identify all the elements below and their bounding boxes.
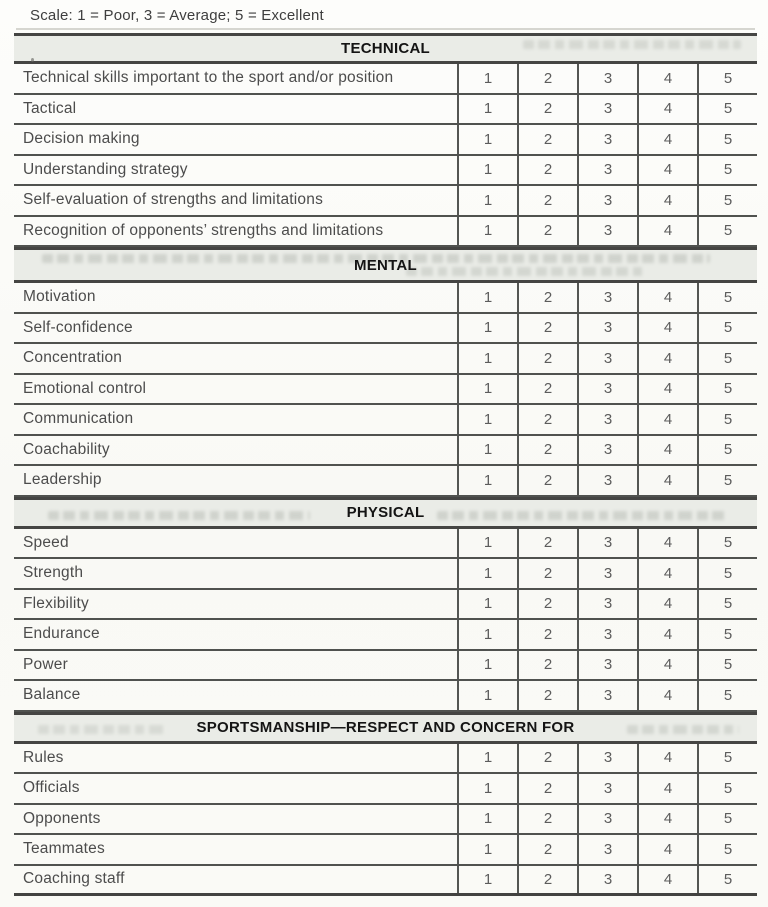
row-label: Flexibility <box>23 594 89 612</box>
rating-cell: 3 <box>577 744 637 773</box>
rating-cell: 4 <box>637 314 697 343</box>
rating-cell: 2 <box>517 744 577 773</box>
section-title: TECHNICAL <box>341 40 430 57</box>
rating-cell: 2 <box>517 436 577 465</box>
row-label: Motivation <box>23 288 96 306</box>
rating-cell: 5 <box>697 466 757 495</box>
row-label: Tactical <box>23 99 77 117</box>
row-label: Communication <box>23 410 134 428</box>
rating-cell: 3 <box>577 405 637 434</box>
table-row <box>14 651 757 682</box>
rating-cell: 3 <box>577 375 637 404</box>
rating-cell: 3 <box>577 681 637 710</box>
table-row <box>14 681 757 712</box>
section-header <box>14 247 757 283</box>
rating-cell: 4 <box>637 156 697 185</box>
rating-cell: 3 <box>577 217 637 246</box>
row-label: Self-confidence <box>23 318 133 336</box>
rating-cell: 1 <box>457 314 517 343</box>
rating-cell: 4 <box>637 774 697 803</box>
table-row <box>14 744 757 775</box>
rating-cell: 1 <box>457 620 517 649</box>
rating-cell: 1 <box>457 835 517 864</box>
rating-cell: 3 <box>577 805 637 834</box>
rating-cell: 3 <box>577 344 637 373</box>
rating-cell: 2 <box>517 651 577 680</box>
table-row <box>14 186 757 217</box>
rating-cell: 1 <box>457 217 517 246</box>
rating-cell: 1 <box>457 156 517 185</box>
table-row <box>14 559 757 590</box>
rating-cell: 1 <box>457 559 517 588</box>
row-label: Coaching staff <box>23 870 125 888</box>
rating-cell: 2 <box>517 866 577 894</box>
table-row <box>14 620 757 651</box>
row-label: Concentration <box>23 349 123 367</box>
rating-cell: 4 <box>637 866 697 894</box>
rating-cell: 4 <box>637 620 697 649</box>
rating-cell: 1 <box>457 375 517 404</box>
row-label: Recognition of opponents’ strengths and limitations <box>23 221 384 239</box>
rating-cell: 4 <box>637 590 697 619</box>
table-row <box>14 217 757 248</box>
section-title: PHYSICAL <box>346 504 425 521</box>
row-label: Officials <box>23 779 80 797</box>
rating-cell: 3 <box>577 436 637 465</box>
rating-cell: 5 <box>697 590 757 619</box>
rating-cell: 1 <box>457 590 517 619</box>
rating-scale-note: Scale: 1 = Poor, 3 = Average; 5 = Excellent <box>30 7 324 24</box>
row-label: Rules <box>23 748 64 766</box>
rating-cell: 4 <box>637 64 697 93</box>
rating-cell: 4 <box>637 559 697 588</box>
rating-cell: 1 <box>457 529 517 558</box>
rating-cell: 2 <box>517 186 577 215</box>
rating-cell: 3 <box>577 590 637 619</box>
rating-cell: 1 <box>457 866 517 894</box>
rating-cell: 4 <box>637 186 697 215</box>
row-label: Strength <box>23 564 84 582</box>
rating-cell: 2 <box>517 344 577 373</box>
rating-cell: 5 <box>697 744 757 773</box>
rating-cell: 1 <box>457 64 517 93</box>
rating-cell: 1 <box>457 681 517 710</box>
rating-cell: 4 <box>637 95 697 124</box>
rating-cell: 3 <box>577 466 637 495</box>
rating-cell: 2 <box>517 681 577 710</box>
rating-cell: 2 <box>517 95 577 124</box>
rating-cell: 5 <box>697 681 757 710</box>
rating-table <box>14 33 757 896</box>
table-row <box>14 125 757 156</box>
rating-cell: 5 <box>697 64 757 93</box>
rating-cell: 2 <box>517 590 577 619</box>
table-row <box>14 344 757 375</box>
row-label: Speed <box>23 533 69 551</box>
rating-cell: 2 <box>517 217 577 246</box>
table-row <box>14 64 757 95</box>
rating-cell: 3 <box>577 283 637 312</box>
rating-cell: 1 <box>457 405 517 434</box>
rating-cell: 2 <box>517 559 577 588</box>
rating-cell: 5 <box>697 125 757 154</box>
rating-cell: 2 <box>517 805 577 834</box>
table-row <box>14 866 757 897</box>
row-label: Decision making <box>23 130 140 148</box>
rating-cell: 3 <box>577 835 637 864</box>
table-row <box>14 314 757 345</box>
rating-cell: 5 <box>697 95 757 124</box>
row-label: Endurance <box>23 625 100 643</box>
rating-cell: 5 <box>697 344 757 373</box>
row-label: Emotional control <box>23 379 147 397</box>
rating-cell: 4 <box>637 344 697 373</box>
section-header <box>14 712 757 744</box>
rating-cell: 1 <box>457 186 517 215</box>
rating-cell: 4 <box>637 405 697 434</box>
row-label: Opponents <box>23 809 101 827</box>
rating-cell: 4 <box>637 744 697 773</box>
rating-cell: 1 <box>457 95 517 124</box>
rating-cell: 1 <box>457 805 517 834</box>
section-header <box>14 33 757 64</box>
rating-cell: 3 <box>577 95 637 124</box>
rating-cell: 2 <box>517 64 577 93</box>
rating-cell: 5 <box>697 436 757 465</box>
rating-cell: 3 <box>577 774 637 803</box>
row-label: Leadership <box>23 471 102 489</box>
rating-cell: 5 <box>697 217 757 246</box>
rating-cell: 3 <box>577 64 637 93</box>
rating-cell: 3 <box>577 866 637 894</box>
rating-cell: 4 <box>637 651 697 680</box>
rating-cell: 1 <box>457 344 517 373</box>
row-label: Teammates <box>23 840 105 858</box>
rating-cell: 4 <box>637 835 697 864</box>
section-title: MENTAL <box>354 256 417 274</box>
rating-cell: 4 <box>637 283 697 312</box>
table-row <box>14 774 757 805</box>
rating-cell: 3 <box>577 620 637 649</box>
row-label: Balance <box>23 686 81 704</box>
row-label: Power <box>23 655 68 673</box>
rating-cell: 1 <box>457 283 517 312</box>
rating-cell: 1 <box>457 466 517 495</box>
rating-cell: 5 <box>697 283 757 312</box>
rating-cell: 5 <box>697 805 757 834</box>
table-row <box>14 590 757 621</box>
rating-cell: 2 <box>517 774 577 803</box>
row-label: Coachability <box>23 440 110 458</box>
rating-cell: 3 <box>577 314 637 343</box>
table-row <box>14 466 757 497</box>
rating-cell: 3 <box>577 529 637 558</box>
rating-cell: 2 <box>517 156 577 185</box>
rating-cell: 4 <box>637 375 697 404</box>
rating-cell: 5 <box>697 529 757 558</box>
rating-cell: 1 <box>457 651 517 680</box>
table-row <box>14 283 757 314</box>
rating-cell: 5 <box>697 620 757 649</box>
rating-cell: 4 <box>637 805 697 834</box>
table-row <box>14 405 757 436</box>
rating-cell: 2 <box>517 529 577 558</box>
section-header <box>14 497 757 529</box>
rating-cell: 3 <box>577 186 637 215</box>
rating-cell: 5 <box>697 651 757 680</box>
rating-cell: 2 <box>517 835 577 864</box>
scan-artifact <box>31 58 34 62</box>
rating-cell: 2 <box>517 375 577 404</box>
rating-cell: 4 <box>637 681 697 710</box>
rating-cell: 4 <box>637 436 697 465</box>
rating-cell: 4 <box>637 217 697 246</box>
rating-cell: 4 <box>637 125 697 154</box>
table-row <box>14 529 757 560</box>
row-label: Self-evaluation of strengths and limitations <box>23 191 324 209</box>
table-row <box>14 436 757 467</box>
rating-cell: 4 <box>637 529 697 558</box>
table-row <box>14 375 757 406</box>
rating-cell: 2 <box>517 125 577 154</box>
row-label: Understanding strategy <box>23 160 188 178</box>
rating-cell: 2 <box>517 405 577 434</box>
rating-cell: 3 <box>577 559 637 588</box>
table-row <box>14 805 757 836</box>
rating-cell: 5 <box>697 405 757 434</box>
rating-cell: 5 <box>697 835 757 864</box>
rating-cell: 2 <box>517 314 577 343</box>
table-row <box>14 95 757 126</box>
rating-cell: 5 <box>697 559 757 588</box>
rating-cell: 2 <box>517 620 577 649</box>
table-row <box>14 156 757 187</box>
rating-cell: 1 <box>457 125 517 154</box>
rating-cell: 5 <box>697 186 757 215</box>
rating-cell: 3 <box>577 651 637 680</box>
table-row <box>14 835 757 866</box>
rating-cell: 4 <box>637 466 697 495</box>
rating-cell: 1 <box>457 436 517 465</box>
rating-cell: 2 <box>517 466 577 495</box>
rating-cell: 5 <box>697 314 757 343</box>
rating-cell: 1 <box>457 774 517 803</box>
rating-cell: 5 <box>697 774 757 803</box>
rating-cell: 3 <box>577 156 637 185</box>
section-title: SPORTSMANSHIP—RESPECT AND CONCERN FOR <box>196 719 575 736</box>
rating-cell: 5 <box>697 156 757 185</box>
rating-cell: 5 <box>697 375 757 404</box>
rating-cell: 5 <box>697 866 757 894</box>
rating-cell: 3 <box>577 125 637 154</box>
rating-cell: 1 <box>457 744 517 773</box>
row-label: Technical skills important to the sport and/or position <box>23 69 394 87</box>
rating-cell: 2 <box>517 283 577 312</box>
